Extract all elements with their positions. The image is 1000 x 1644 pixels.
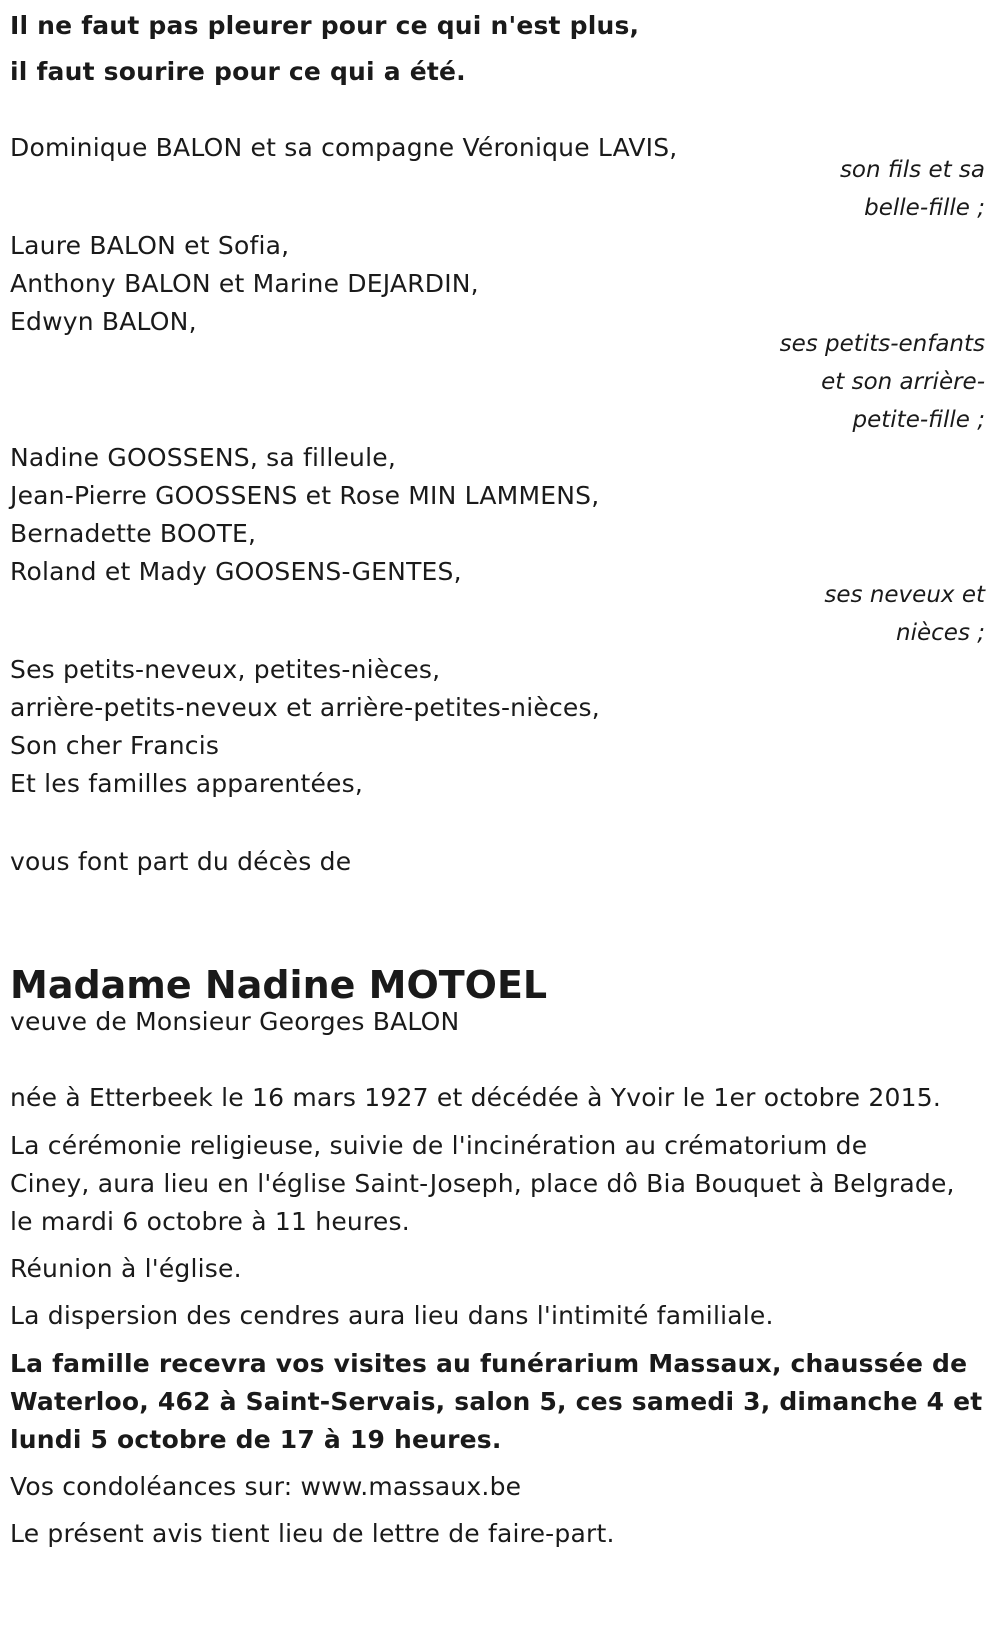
ashes-dispersion: La dispersion des cendres aura lieu dans l'intimité familiale. — [10, 1301, 774, 1330]
nephew-4: Roland et Mady GOOSENS-GENTES, — [10, 557, 462, 586]
visits-line-3: lundi 5 octobre de 17 à 19 heures. — [10, 1425, 502, 1454]
visits-line-2: Waterloo, 462 à Saint-Servais, salon 5, ces samedi 3, dimanche 4 et — [10, 1387, 983, 1416]
nephew-2: Jean-Pierre GOOSSENS et Rose MIN LAMMENS, — [10, 481, 600, 510]
condolences-website: Vos condoléances sur: www.massaux.be — [10, 1472, 522, 1501]
nephews-relation-line-2: nièces ; — [896, 620, 985, 646]
ceremony-line-2: Ciney, aura lieu en l'église Saint-Joseph, place dô Bia Bouquet à Belgrade, — [10, 1169, 955, 1198]
grandchild-1: Laure BALON et Sofia, — [10, 231, 290, 260]
quote-line-1: Il ne faut pas pleurer pour ce qui n'est plus, — [10, 11, 640, 40]
other-relatives-4: Et les familles apparentées, — [10, 769, 363, 798]
quote-line-2: il faut sourire pour ce qui a été. — [10, 57, 466, 86]
other-relatives-1: Ses petits-neveux, petites-nièces, — [10, 655, 441, 684]
birth-death-dates: née à Etterbeek le 16 mars 1927 et décédée à Yvoir le 1er octobre 2015. — [10, 1083, 941, 1112]
nephews-relation-line-1: ses neveux et — [824, 582, 985, 608]
grandchildren-relation-line-2: et son arrière- — [821, 369, 985, 395]
widow-of: veuve de Monsieur Georges BALON — [10, 1007, 460, 1036]
grandchild-3: Edwyn BALON, — [10, 307, 197, 336]
announcement-intro: vous font part du décès de — [10, 847, 352, 876]
nephew-1: Nadine GOOSSENS, sa filleule, — [10, 443, 396, 472]
visits-line-1: La famille recevra vos visites au funérarium Massaux, chaussée de — [10, 1349, 968, 1378]
family-son: Dominique BALON et sa compagne Véronique LAVIS, — [10, 133, 678, 162]
meeting-place: Réunion à l'église. — [10, 1254, 242, 1283]
ceremony-line-1: La cérémonie religieuse, suivie de l'incinération au crématorium de — [10, 1131, 868, 1160]
notice-statement: Le présent avis tient lieu de lettre de faire-part. — [10, 1519, 615, 1548]
grandchildren-relation-line-1: ses petits-enfants — [779, 331, 985, 357]
other-relatives-3: Son cher Francis — [10, 731, 220, 760]
other-relatives-2: arrière-petits-neveux et arrière-petites-nièces, — [10, 693, 600, 722]
son-relation-line-2: belle-fille ; — [864, 195, 985, 221]
nephew-3: Bernadette BOOTE, — [10, 519, 257, 548]
grandchild-2: Anthony BALON et Marine DEJARDIN, — [10, 269, 479, 298]
deceased-name: Madame Nadine MOTOEL — [10, 963, 548, 1007]
grandchildren-relation-line-3: petite-fille ; — [852, 407, 985, 433]
ceremony-line-3: le mardi 6 octobre à 11 heures. — [10, 1207, 410, 1236]
son-relation-line-1: son fils et sa — [839, 157, 985, 183]
